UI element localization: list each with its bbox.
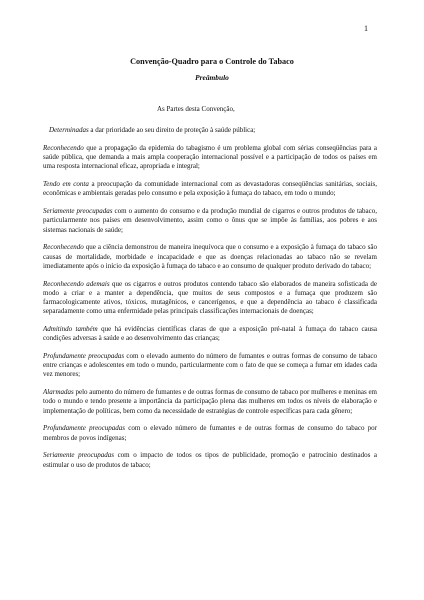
paragraph-lead: Profundamente preocupadas bbox=[43, 424, 126, 433]
paragraph-lead: Admitindo também bbox=[43, 325, 98, 334]
paragraph-text: que a propagação da epidemia do tabagismo é um problema global com sérias conseqüências para a saúde pública, que demanda a mais ampla cooperação internacional possível e a participação de todos os países em uma resposta internacional eficaz, apropriada e integral; bbox=[43, 144, 377, 171]
paragraph-text: que a ciência demonstrou de maneira inequívoca que o consumo e a exposição à fumaça do tabaco são causas de mortalidade, morbidade e incapacidade e que as doenças relacionadas ao tabaco não se revelam imediatamente após o início da exposição à fumaça do tabaco e ao consumo de qualquer produto derivado do tabaco; bbox=[43, 243, 377, 270]
paragraph bbox=[43, 325, 377, 343]
paragraph-text: a dar prioridade ao seu direito de proteção à saúde pública; bbox=[88, 126, 256, 135]
paragraph bbox=[43, 126, 377, 135]
page-number: 1 bbox=[364, 24, 368, 33]
paragraph-lead: Seriamente preocupadas bbox=[43, 207, 113, 216]
paragraph-lead: Tendo em conta bbox=[43, 180, 89, 189]
paragraph-lead: Determinadas bbox=[49, 126, 89, 135]
paragraph bbox=[43, 424, 377, 442]
paragraph bbox=[43, 451, 377, 469]
paragraph-lead: Reconhecendo bbox=[43, 144, 84, 152]
document-title: Convenção-Quadro para o Controle do Tabaco bbox=[130, 57, 294, 66]
paragraph bbox=[43, 180, 377, 198]
paragraph bbox=[43, 243, 377, 271]
paragraph-text: pelo aumento do número de fumantes e de outras formas de consumo de tabaco por mulheres e meninas em todo o mundo e tendo presente a importância da participação plena das mulheres em todos os níveis de elaboração e implementação de políticas, bem como da necessidade de estratégias de controle específicas para cada gênero; bbox=[43, 388, 377, 415]
paragraph bbox=[43, 144, 377, 172]
paragraph-text: com o elevado número de fumantes e de outras formas de consumo do tabaco por membros de povos indígenas; bbox=[43, 424, 377, 442]
paragraph-lead: Seriamente preocupadas bbox=[43, 451, 114, 460]
paragraph bbox=[43, 207, 377, 235]
paragraph-text: com o elevado aumento do número de fumantes e outras formas de consumo de tabaco entre crianças e adolescentes em todo o mundo, particularmente com o fato de que se começa a fumar em idades cada vez menores; bbox=[43, 352, 377, 379]
paragraph-lead: Profundamente preocupadas bbox=[43, 352, 125, 361]
paragraph-lead: Reconhecendo ademais bbox=[43, 279, 110, 288]
paragraph-text: com o impacto de todos os tipos de publicidade, promoção e patrocínio destinados a estimular o uso de produtos de tabaco; bbox=[43, 451, 377, 469]
paragraph-text: que há evidências científicas claras de que a exposição pré-natal à fumaça do tabaco causa condições adversas à saúde e ao desenvolvimento das crianças; bbox=[43, 325, 377, 343]
paragraph bbox=[43, 388, 377, 416]
document-body bbox=[43, 105, 377, 478]
paragraph-text: a preocupação da comunidade internacional com as devastadoras conseqüências sanitárias, sociais, econômicas e ambientais geradas pelo consumo e pela exposição à fumaça do tabaco, em todo o mundo; bbox=[43, 180, 377, 198]
paragraph-lead: Reconhecendo bbox=[43, 243, 84, 252]
intro-line: As Partes desta Convenção, bbox=[157, 105, 235, 113]
paragraph bbox=[43, 280, 377, 317]
paragraph-text: com o aumento do consumo e da produção mundial de cigarros e outros produtos de tabaco, particularmente nos países em desenvolvimento, assim como o ônus que se impõe às famílias, aos pobres e aos sistemas nacionais de saúde; bbox=[43, 207, 377, 234]
document-subtitle: Preâmbulo bbox=[195, 73, 229, 82]
paragraph-text: que os cigarros e outros produtos contendo tabaco são elaborados de maneira sofisticada de modo a criar e a manter a dependência, que muitos de seus compostos e a fumaça que produzem são farmacologicamente ativos, tóxicos, mutagênicos, e cancerígenos, e que a dependência ao tabaco é classificada separadamente como uma enfermidade pelas principais classificações internacionais de doenças; bbox=[43, 279, 377, 316]
paragraph bbox=[43, 352, 377, 380]
paragraph-lead: Alarmadas bbox=[43, 388, 74, 397]
